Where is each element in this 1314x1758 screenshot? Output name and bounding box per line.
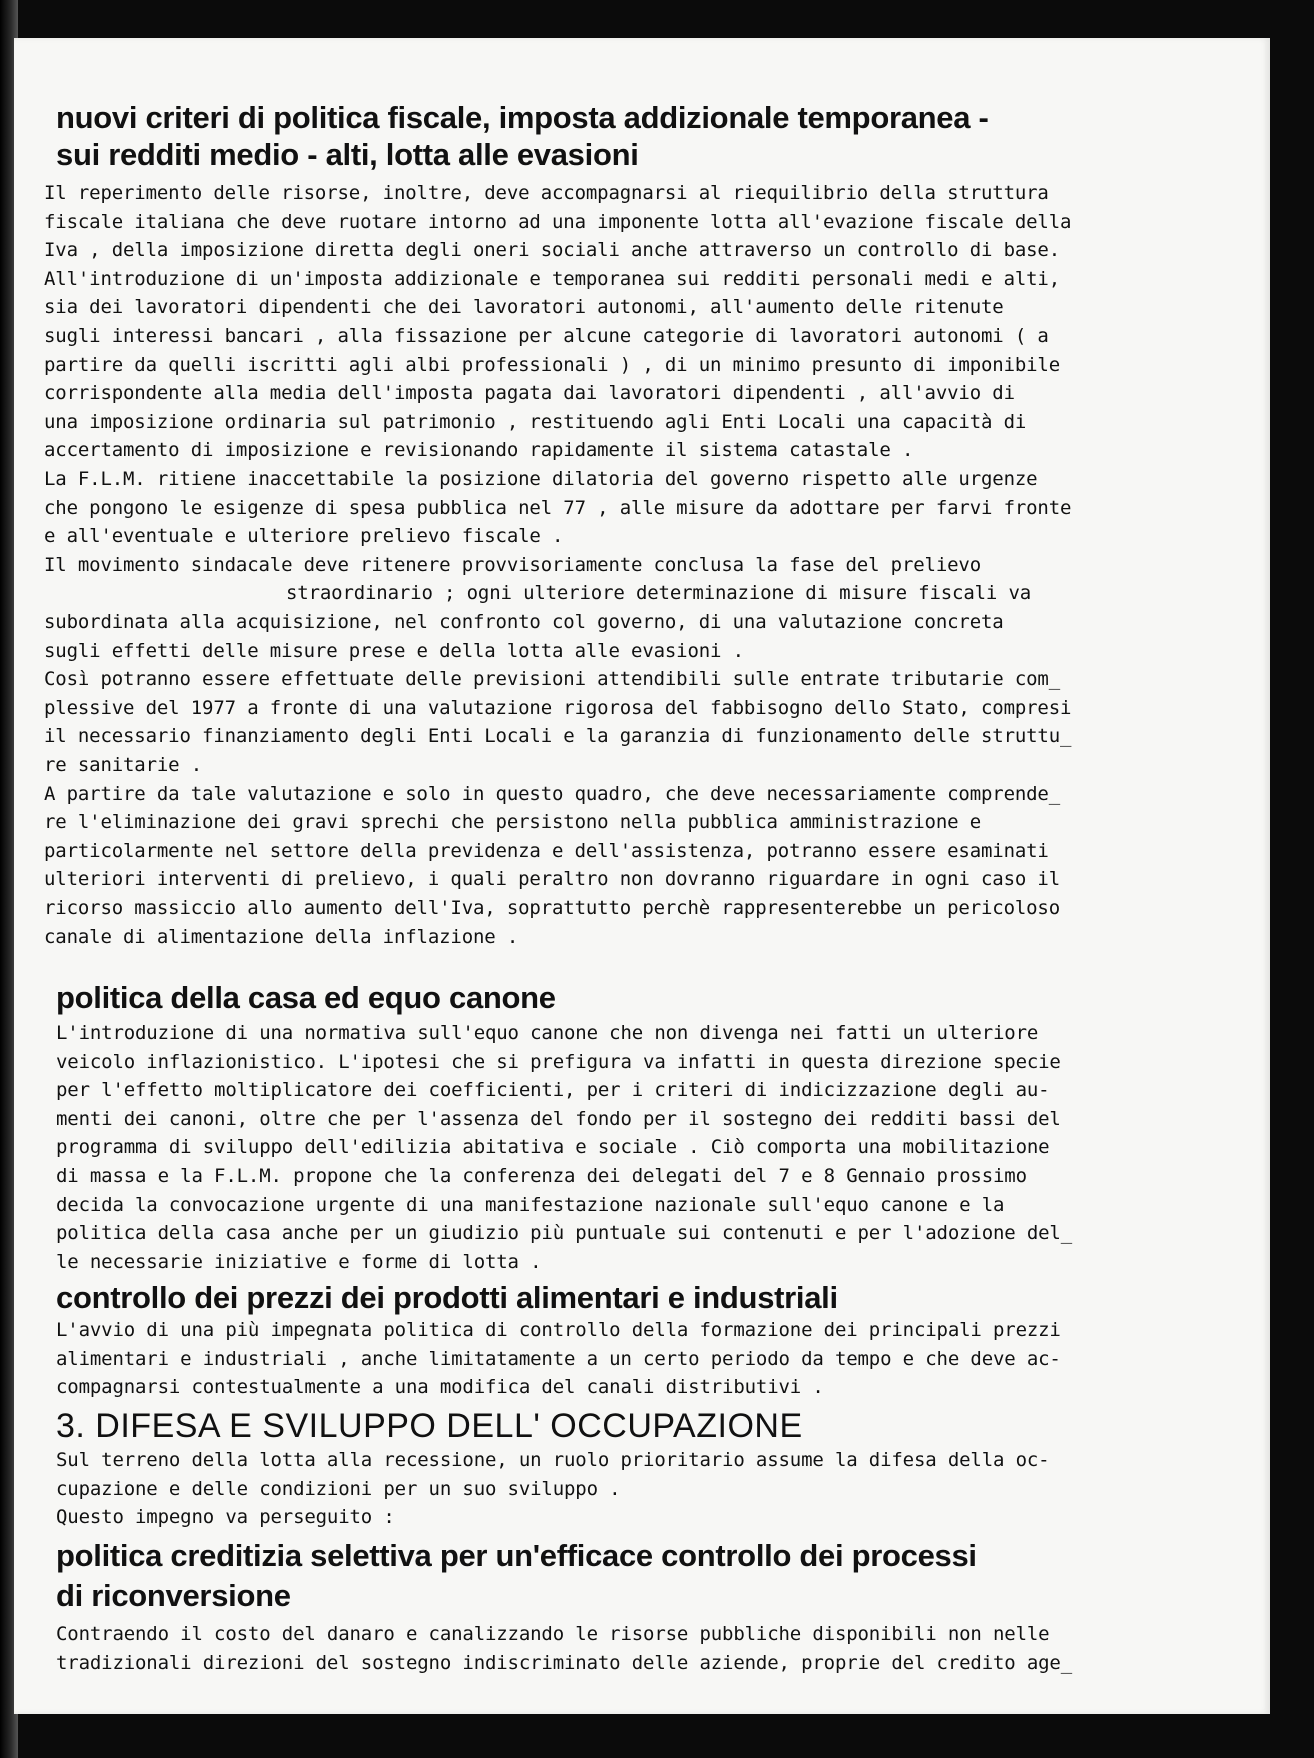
heading-fiscal-line1: nuovi criteri di politica fiscale, imposta addizionale temporanea -	[56, 100, 989, 135]
fiscal-text-line: il necessario finanziamento degli Enti Locali e la garanzia di funzionamento delle struttu_	[44, 725, 1072, 748]
prezzi-text-line: L'avvio di una più impegnata politica di controllo della formazione dei principali prezzi	[56, 1319, 1061, 1341]
casa-text-line: programma di sviluppo dell'edilizia abitativa e sociale . Ciò comporta una mobilitazione	[56, 1136, 1050, 1159]
fiscal-text-line: corrispondente alla media dell'imposta pagata dai lavoratori dipendenti , all'avvio di	[44, 382, 1015, 405]
casa-text-line: menti dei canoni, oltre che per l'assenza del fondo per il sostegno dei redditi bassi del	[56, 1107, 1061, 1130]
heading-fiscal-line2: sui redditi medio - alti, lotta alle evasioni	[56, 137, 639, 172]
heading-casa: politica della casa ed equo canone	[56, 980, 556, 1015]
casa-text-line: politica della casa anche per un giudizio più puntuale sui contenuti e per l'adozione del_	[56, 1222, 1073, 1245]
fiscal-text-line: re sanitarie .	[44, 754, 203, 776]
heading-prezzi: controllo dei prezzi dei prodotti alimentari e industriali	[56, 1280, 838, 1315]
casa-text-line: decida la convocazione urgente di una manifestazione nazionale sull'equo canone e la	[56, 1193, 1005, 1216]
fiscal-text-line: subordinata alla acquisizione, nel confronto col governo, di una valutazione concreta	[44, 611, 1004, 633]
document-page	[14, 38, 1270, 1714]
fiscal-text-line: canale di alimentazione della inflazione .	[44, 925, 519, 948]
fiscal-text-line: All'introduzione di un'imposta addizionale e temporanea sui redditi personali medi e alti,	[44, 267, 1061, 290]
fiscal-text-line: La F.L.M. ritiene inaccettabile la posizione dilatoria del governo rispetto alle urgenze	[44, 468, 1038, 490]
casa-text-line: veicolo inflazionistico. L'ipotesi che si prefigura va infatti in questa direzione specie	[56, 1050, 1061, 1073]
fiscal-text-line: sugli effetti delle misure prese e della lotta alle evasioni .	[44, 639, 744, 662]
fiscal-text-line: sugli interessi bancari , alla fissazione per alcune categorie di lavoratori autonomi ( a	[44, 325, 1049, 347]
casa-text-line: L'introduzione di una normativa sull'equo canone che non divenga nei fatti un ulteriore	[56, 1022, 1039, 1044]
fiscal-text-line: Il reperimento delle risorse, inoltre, deve accompagnarsi al riequilibrio della struttura	[44, 182, 1049, 204]
casa-text-line: di massa e la F.L.M. propone che la conferenza dei delegati del 7 e 8 Gennaio prossimo	[56, 1165, 1027, 1187]
occupazione-text-line: Sul terreno della lotta alla recessione, un ruolo prioritario assume la difesa della oc-	[56, 1449, 1050, 1471]
fiscal-text-line: Iva , della imposizione diretta degli oneri sociali anche attraverso un controllo di base.	[44, 239, 1061, 262]
fiscal-text-line: ricorso massiccio allo aumento dell'Iva, soprattutto perchè rappresenterebbe un pericoloso	[44, 897, 1061, 919]
fiscal-text-line: Il movimento sindacale deve ritenere provvisoriamente conclusa la fase del prelievo	[44, 553, 981, 576]
occupazione-text-line: cupazione e delle condizioni per un suo sviluppo .	[56, 1477, 621, 1500]
fiscal-text-line: partire da quelli iscritti agli albi professionali ) , di un minimo presunto di imponibile	[44, 353, 1061, 376]
fiscal-text-line: ulteriori interventi di prelievo, i quali peraltro non dovranno riguardare in ogni caso il	[44, 868, 1061, 891]
page-content	[14, 38, 1270, 1714]
fiscal-text-line: una imposizione ordinaria sul patrimonio , restituendo agli Enti Locali una capacità di	[44, 410, 1027, 433]
fiscal-text-line: A partire da tale valutazione e solo in questo quadro, che deve necessariamente comprende_	[44, 782, 1061, 805]
heading-credito-line1: politica creditizia selettiva per un'efficace controllo dei processi	[56, 1538, 977, 1573]
fiscal-text-line: accertamento di imposizione e revisionando rapidamente il sistema catastale .	[44, 439, 914, 462]
fiscal-text-line: sia dei lavoratori dipendenti che dei lavoratori autonomi, all'aumento delle ritenute	[44, 296, 1004, 319]
credito-text-line: tradizionali direzioni del sostegno indiscriminato delle aziende, proprie del credito age_	[56, 1651, 1073, 1674]
heading-section-3: 3. DIFESA E SVILUPPO DELL' OCCUPAZIONE	[56, 1407, 803, 1445]
casa-text-line: le necessarie iniziative e forme di lotta .	[56, 1250, 542, 1273]
prezzi-text-line: compagnarsi contestualmente a una modifica del canali distributivi .	[56, 1376, 824, 1399]
occupazione-text-line: Questo impegno va perseguito :	[56, 1506, 395, 1529]
prezzi-text-line: alimentari e industriali , anche limitatamente a un certo periodo da tempo e che deve ac-	[56, 1347, 1061, 1370]
fiscal-text-line: e all'eventuale e ulteriore prelievo fiscale .	[44, 525, 564, 548]
fiscal-text-line: plessive del 1977 a fronte di una valutazione rigorosa del fabbisogno dello Stato, compresi	[44, 696, 1072, 719]
fiscal-text-line: straordinario ; ogni ulteriore determinazione di misure fiscali va	[286, 582, 1032, 605]
credito-text-line: Contraendo il costo del danaro e canalizzando le risorse pubbliche disponibili non nelle	[56, 1623, 1050, 1645]
fiscal-text-line: particolarmente nel settore della previdenza e dell'assistenza, potranno essere esaminati	[44, 839, 1049, 862]
fiscal-text-line: che pongono le esigenze di spesa pubblica nel 77 , alle misure da adottare per farvi fronte	[44, 496, 1072, 519]
fiscal-text-line: fiscale italiana che deve ruotare intorno ad una imponente lotta all'evazione fiscale della	[44, 210, 1072, 233]
casa-text-line: per l'effetto moltiplicatore dei coefficienti, per i criteri di indicizzazione degli au-	[56, 1079, 1050, 1102]
fiscal-text-line: Così potranno essere effettuate delle previsioni attendibili sulle entrate tributarie com_	[44, 668, 1061, 691]
heading-credito-line2: di riconversione	[56, 1578, 291, 1613]
fiscal-text-line: re l'eliminazione dei gravi sprechi che persistono nella pubblica amministrazione e	[44, 811, 981, 834]
